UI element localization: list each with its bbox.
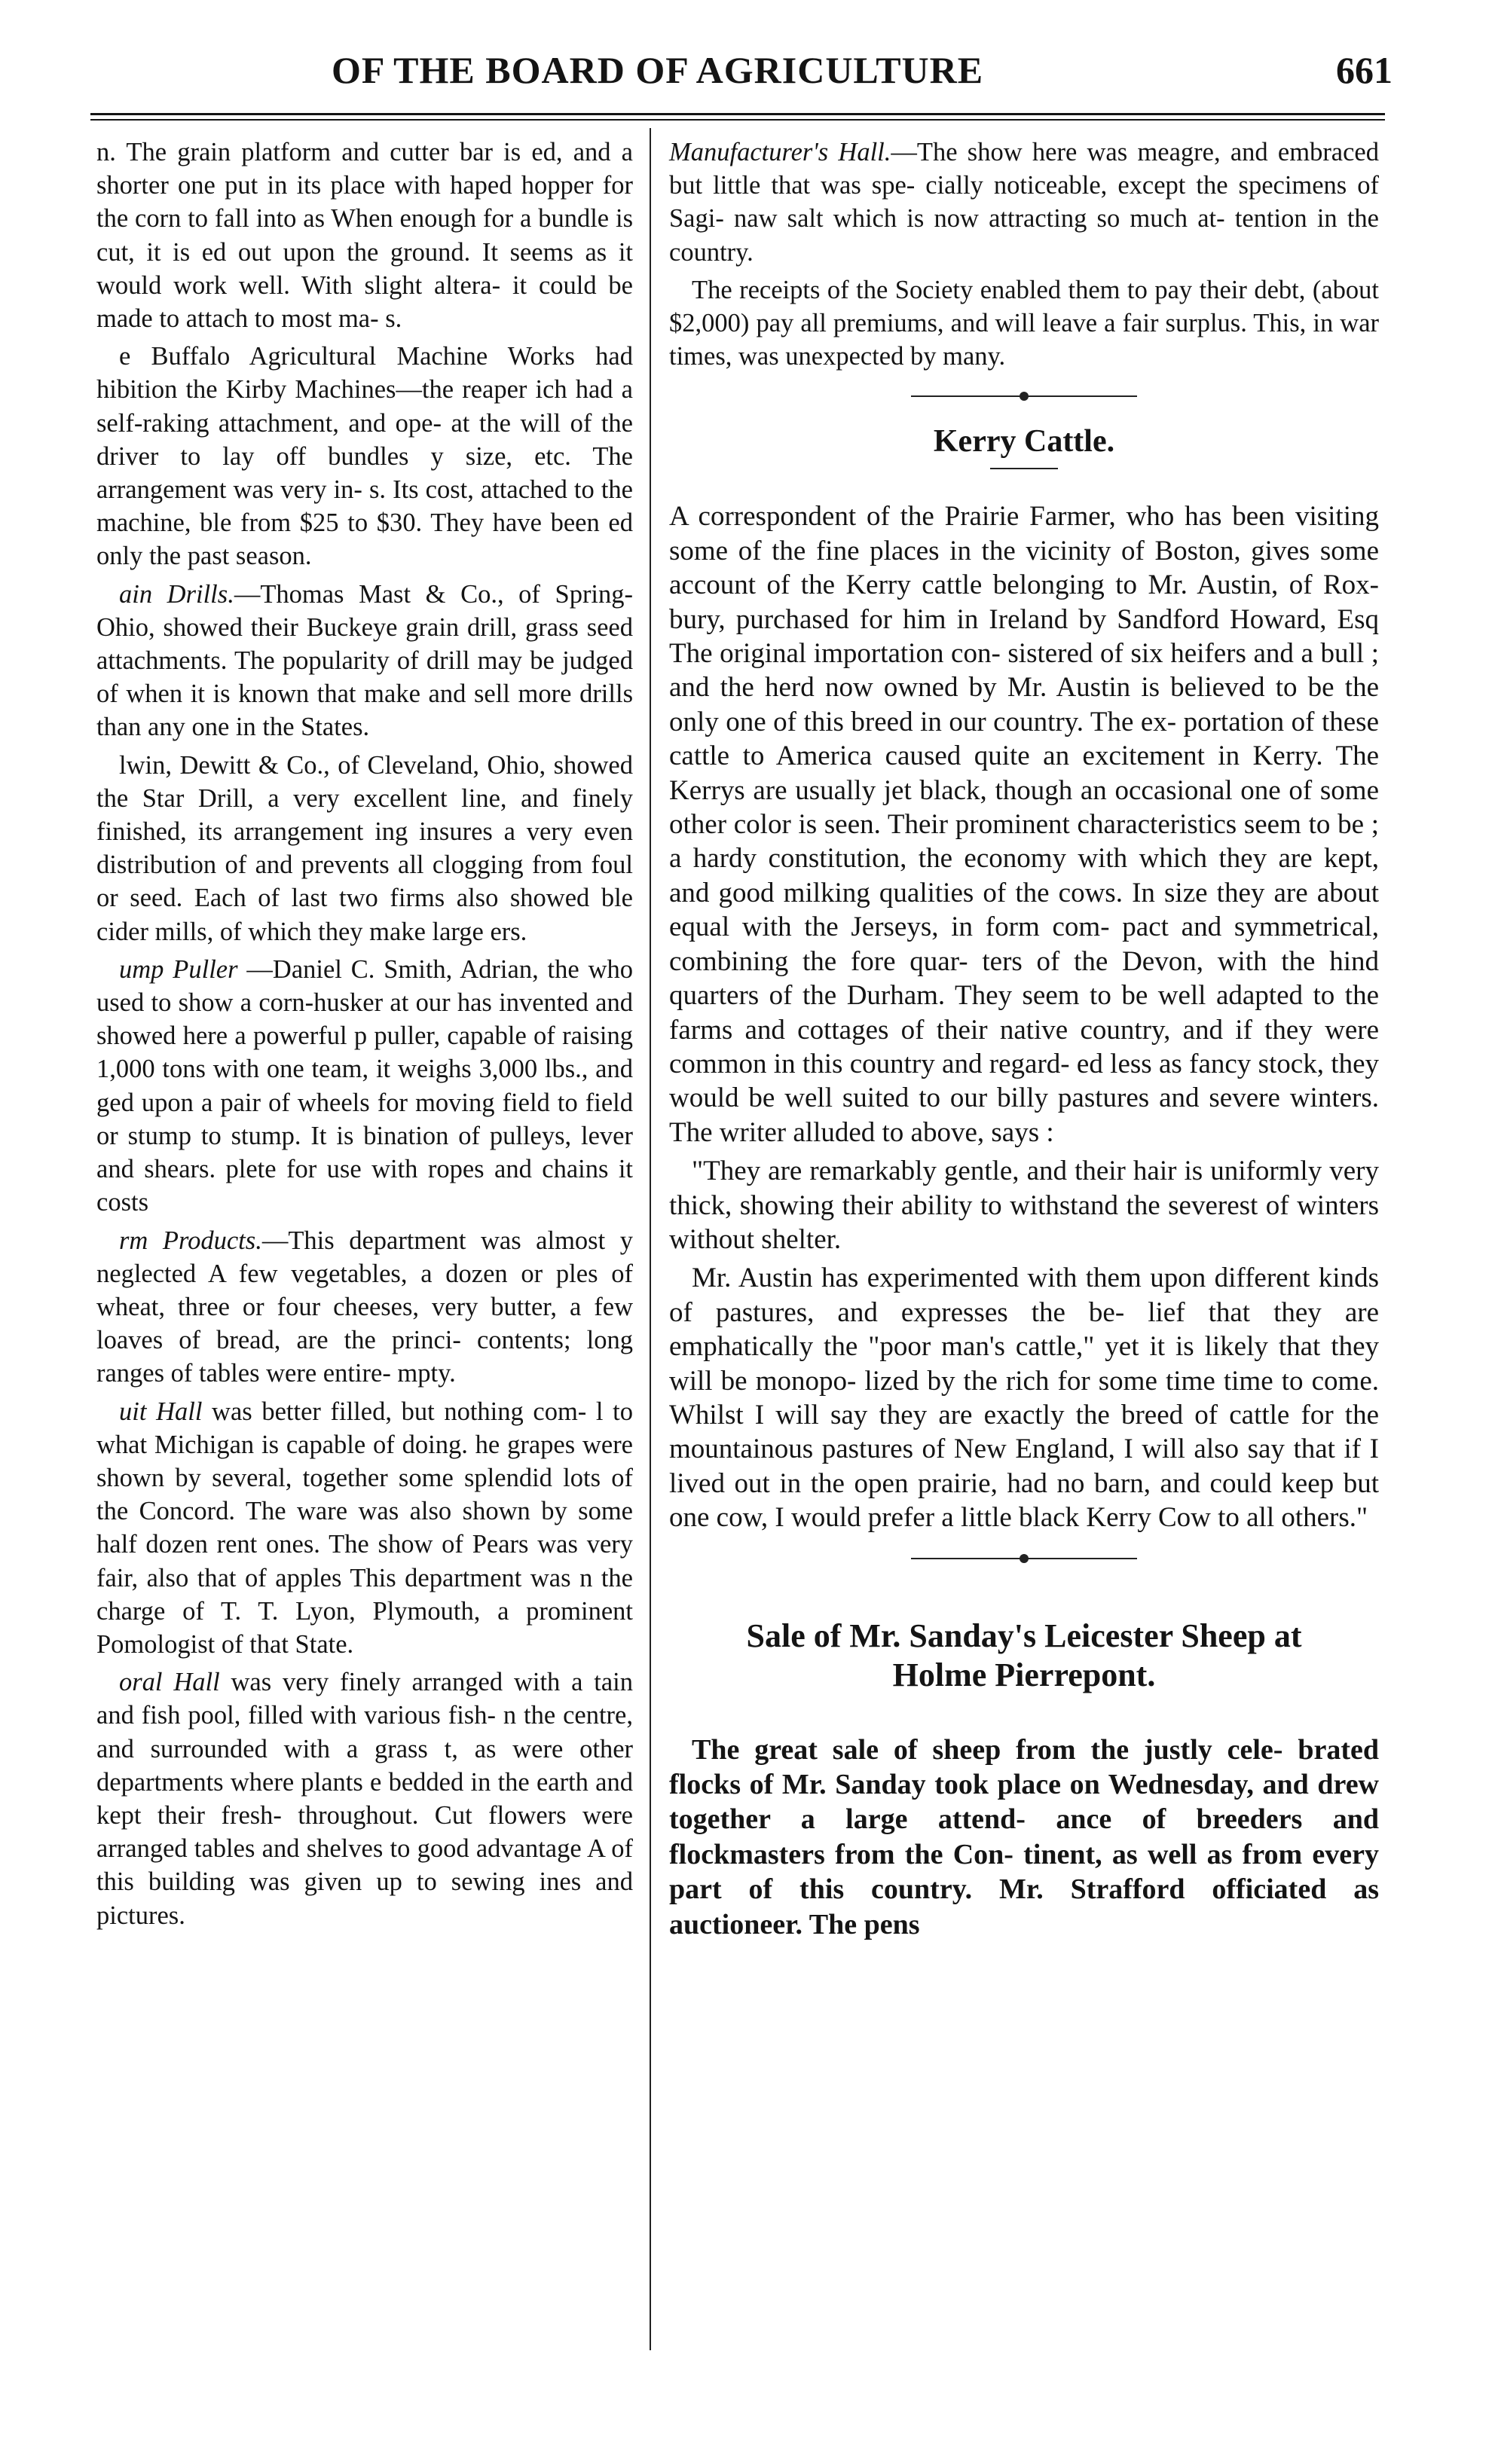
- paragraph-kerry-quote: [669, 1154, 1379, 1256]
- page-number: 661: [1336, 49, 1393, 91]
- paragraph-manufacturers-hall: [669, 136, 1379, 269]
- paragraph-lead: uit Hall: [119, 1397, 203, 1426]
- paragraph-grain-drills: [96, 578, 633, 744]
- left-column: [96, 136, 633, 1937]
- heading-line: Sale of Mr. Sanday's Leicester Sheep at: [746, 1617, 1302, 1654]
- paragraph-text: lwin, Dewitt & Co., of Cleveland, Ohio, showed the Star Drill, a very excellent line, and finely finished, its arrangement ing insures a very even distribution of and prevents all clogging from foul or seed. Each of last two firms also showed ble cider mills, of which they make large ers.: [96, 750, 633, 946]
- section-ornament: [911, 391, 1137, 402]
- paragraph-text: The great sale of sheep from the justly cele- brated flocks of Mr. Sanday took place on Wednesday, and drew together a large attend- ance of breeders and flockmasters from the Con- tinent, as well as from every part of this country. Mr. Strafford officiated as auctioneer. The pens: [669, 1733, 1379, 1940]
- paragraph-text: n. The grain platform and cutter bar is ed, and a shorter one put in its place with haped hopper for the corn to fall into as When enough for a bundle is cut, it is ed out upon the ground. It seems as it would work well. With slight altera- it could be made to attach to most ma- s.: [96, 138, 633, 334]
- paragraph-text: —Thomas Mast & Co., of Spring- Ohio, showed their Buckeye grain drill, grass seed attachments. The popularity of drill may be judged of when it is known that make and sell more drills than any one in the States.: [96, 579, 634, 742]
- paragraph-society-receipts: [669, 273, 1379, 374]
- paragraph-floral-hall: [96, 1666, 633, 1932]
- running-title: OF THE BOARD OF AGRICULTURE: [332, 49, 984, 91]
- section-ornament: [911, 1553, 1137, 1564]
- ornament-dot: [1020, 392, 1029, 401]
- paragraph-grain-platform: [96, 136, 633, 335]
- paragraph-kerry-intro: [669, 499, 1379, 1150]
- kerry-cattle-article: [669, 499, 1379, 1534]
- paragraph-text: —This department was almost y neglected A few vegetables, a dozen or ples of wheat, three or four cheeses, very butter, a few loaves of bread, are the princi- contents; long ranges of tables were entire- mpty.: [96, 1226, 633, 1388]
- paragraph-text: "They are remarkably gentle, and their hair is uniformly very thick, showing their ability to withstand the severest of winters without shelter.: [669, 1156, 1379, 1255]
- header-rule: [90, 113, 1385, 115]
- kerry-cattle-heading: Kerry Cattle.: [933, 424, 1115, 460]
- paragraph-lead: ump Puller: [119, 954, 238, 984]
- paragraph-text: e Buffalo Agricultural Machine Works had hibition the Kirby Machines—the reaper ich had a self-raking attachment, and ope- at the will of the driver to lay off bundles y size, etc. The arrangement was very in- s. Its cost, attached to the machine, ble from $25 to $30. They have been ed only the past season.: [96, 342, 633, 571]
- heading-rule: [990, 468, 1058, 469]
- paragraph-sheep-sale: [669, 1733, 1379, 1942]
- paragraph-farm-products: [96, 1224, 633, 1391]
- paragraph-text: Mr. Austin has experimented with them upon different kinds of pastures, and expresses the be- lief that they are emphatically the "poor man's cattle," yet it is likely that they will be monopo- lized by the rich for some time time to come. Whilst I will say they are exactly the breed of cattle for the mountainous pastures of New England, I will also say that if I lived out in the open prairie, had no barn, and could keep but one cow, I would prefer a little black Kerry Cow to all others.": [669, 1263, 1379, 1534]
- right-column: [669, 136, 1379, 1946]
- paragraph-lead: ain Drills.: [119, 579, 234, 609]
- paragraph-text: was very finely arranged with a tain and fish pool, filled with various fish- n the centre, and surrounded with a grass t, as were other departments where plants e bedded in the earth and kept their fresh- throughout. Cut flowers were arranged tables and shelves to good advantage A of this building was given up to sewing ines and pictures.: [96, 1668, 633, 1930]
- paragraph-lead: Manufacturer's Hall.: [669, 138, 891, 166]
- heading-line: Holme Pierrepont.: [892, 1656, 1156, 1693]
- ornament-dot: [1020, 1554, 1029, 1563]
- paragraph-text: —Daniel C. Smith, Adrian, the who used to show a corn-husker at our has invented and showed here a powerful p puller, capable of raising 1,000 tons with one team, it weighs 3,000 lbs., and ged upon a pair of wheels for moving field to field or stump to stump. It is bination of pulleys, lever and shears. plete for use with ropes and chains it costs: [96, 954, 633, 1217]
- paragraph-lead: rm Products.: [119, 1226, 262, 1255]
- paragraph-lead: oral Hall: [119, 1668, 220, 1697]
- page-header: [0, 39, 1498, 107]
- paragraph-text: —The show here was meagre, and embraced but little that was spe- cially noticeable, except the specimens of Sagi- naw salt which is now attracting so much at- tention in the country.: [669, 138, 1379, 267]
- paragraph-stump-puller: [96, 953, 633, 1220]
- paragraph-text: The receipts of the Society enabled them to pay their debt, (about $2,000) pay all premiums, and will leave a fair surplus. This, in war times, was unexpected by many.: [669, 275, 1379, 371]
- paragraph-fruit-hall: [96, 1395, 633, 1662]
- paragraph-kerry-austin: [669, 1261, 1379, 1534]
- sheep-sale-heading: [669, 1617, 1379, 1695]
- paragraph-buffalo-works: [96, 340, 633, 572]
- header-rule-secondary: [90, 119, 1385, 121]
- column-divider: [650, 128, 651, 2350]
- paragraph-text: was better filled, but nothing com- l to what Michigan is capable of doing. he grapes were shown by several, together some splendid lots of the Concord. The ware was also shown by some half dozen rent ones. The show of Pears was very fair, also that of apples This department was n the charge of T. T. Lyon, Plymouth, a prominent Pomologist of that State.: [96, 1397, 633, 1659]
- paragraph-star-drill: [96, 749, 633, 948]
- paragraph-text: A correspondent of the Prairie Farmer, who has been visiting some of the fine places in the vicinity of Boston, gives some account of the Kerry cattle belonging to Mr. Austin, of Rox- bury, purchased for him in Ireland by Sandford Howard, Esq The original importation con- sistered of six heifers and a bull ; and the herd now owned by Mr. Austin is believed to be the only one of this breed in our country. The ex- portation of these cattle to America caused quite an excitement in Kerry. The Kerrys are usually jet black, though an occasional one of some other color is seen. Their prominent characteristics seem to be ; a hardy constitution, the economy with which they are kept, and good milking qualities of the cows. In size they are about equal with the Jerseys, in form com- pact and symmetrical, combining the fore quar- ters of the Devon, with the hind quarters of the Durham. They seem to be well adapted to the farms and cottages of their native country, and if they were common in this country and regard- ed less as fancy stock, they would be well suited to our billy pastures and severe winters. The writer alluded to above, says :: [669, 501, 1379, 1148]
